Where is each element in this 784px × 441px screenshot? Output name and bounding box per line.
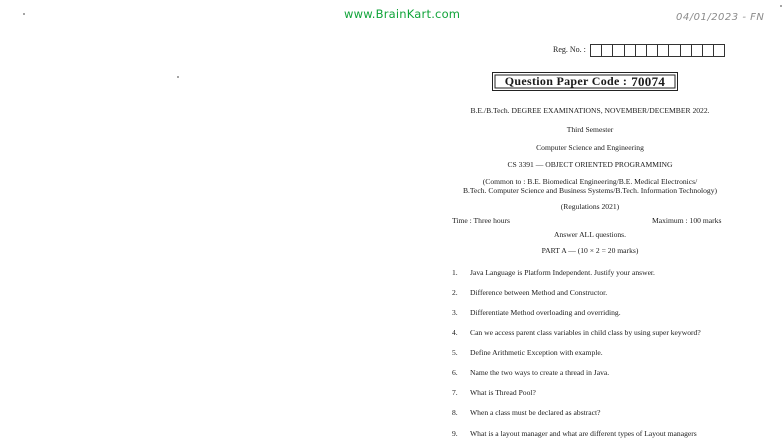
- regulations: (Regulations 2021): [560, 202, 620, 211]
- watermark-text: www.BrainKart.com: [344, 7, 461, 21]
- question-number: 9.: [452, 429, 458, 438]
- question-text: Difference between Method and Constructor.: [470, 288, 608, 297]
- reg-no-digit-box: [713, 44, 725, 57]
- question-number: 6.: [452, 368, 458, 377]
- question-item: [452, 308, 621, 317]
- question-item: [452, 429, 697, 438]
- question-number: 1.: [452, 268, 458, 277]
- question-number: 5.: [452, 348, 458, 357]
- question-text: What is a layout manager and what are different types of Layout managers: [470, 429, 697, 438]
- question-text: What is Thread Pool?: [470, 388, 536, 397]
- question-number: 7.: [452, 388, 458, 397]
- question-paper-code-label: Question Paper Code :: [504, 74, 628, 88]
- scan-speck: [23, 13, 25, 15]
- question-item: [452, 348, 603, 357]
- question-item: [452, 388, 536, 397]
- scan-speck: [177, 76, 179, 78]
- subject-title: CS 3391 — OBJECT ORIENTED PROGRAMMING: [507, 160, 673, 169]
- common-to-line-2: B.Tech. Computer Science and Business Systems/B.Tech. Information Technology): [462, 186, 718, 195]
- scan-speck: [780, 5, 782, 7]
- question-paper-code: 70074: [631, 73, 666, 89]
- common-to-line-1: (Common to : B.E. Biomedical Engineering/B.E. Medical Electronics/: [482, 177, 698, 186]
- semester: Third Semester: [566, 125, 614, 134]
- question-item: [452, 328, 701, 337]
- question-item: [452, 268, 655, 277]
- question-item: [452, 288, 607, 297]
- question-text: Define Arithmetic Exception with example.: [470, 348, 603, 357]
- maximum-marks: Maximum : 100 marks: [652, 216, 722, 225]
- question-text: Java Language is Platform Independent. Justify your answer.: [470, 268, 655, 277]
- reg-no-boxes: [591, 44, 725, 57]
- question-text: Differentiate Method overloading and overriding.: [470, 308, 621, 317]
- question-number: 3.: [452, 308, 458, 317]
- instruction: Answer ALL questions.: [553, 230, 627, 239]
- part-a-heading: PART A — (10 × 2 = 20 marks): [541, 246, 639, 255]
- question-number: 2.: [452, 288, 458, 297]
- reg-no-label: Reg. No. :: [553, 45, 586, 54]
- question-item: [452, 368, 609, 377]
- question-number: 4.: [452, 328, 458, 337]
- time-allowed: Time : Three hours: [452, 216, 511, 225]
- handwritten-date: 04/01/2023 - FN: [676, 12, 765, 23]
- branch: Computer Science and Engineering: [536, 143, 644, 152]
- question-paper-code-box: [492, 72, 678, 91]
- question-text: Name the two ways to create a thread in Java.: [470, 368, 610, 377]
- question-item: [452, 408, 601, 417]
- question-number: 8.: [452, 408, 458, 417]
- exam-title: B.E./B.Tech. DEGREE EXAMINATIONS, NOVEMBER/DECEMBER 2022.: [470, 106, 710, 115]
- question-text: When a class must be declared as abstract?: [470, 408, 601, 417]
- question-text: Can we access parent class variables in child class by using super keyword?: [470, 328, 701, 337]
